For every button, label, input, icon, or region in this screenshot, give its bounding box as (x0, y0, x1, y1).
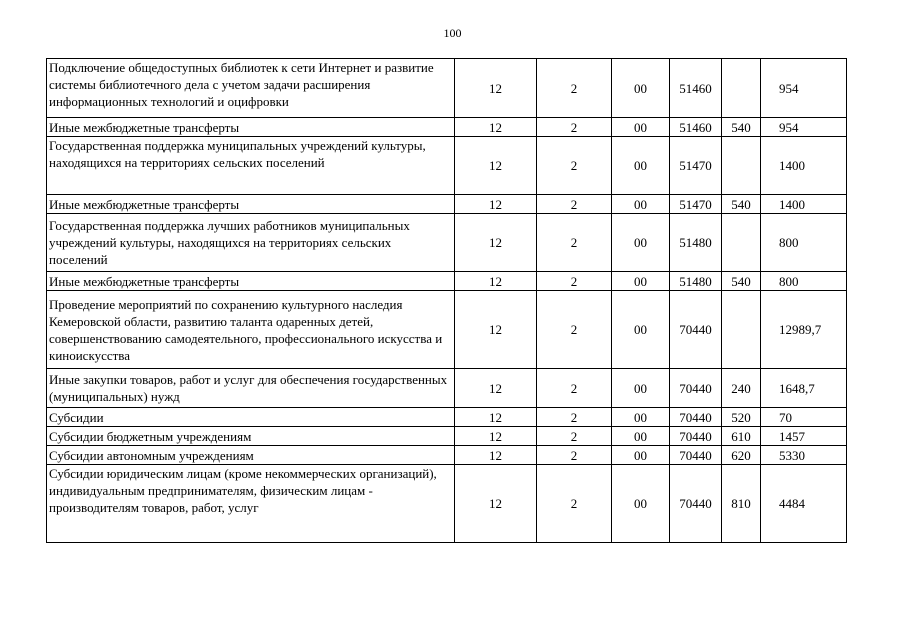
row-name: Государственная поддержка муниципальных учреждений культуры, находящихся на территориях сельских поселений (47, 137, 455, 195)
table-row (47, 195, 847, 214)
row-subsection: 2 (537, 291, 612, 369)
table-row (47, 214, 847, 272)
row-expense-type: 540 (722, 118, 761, 137)
row-section: 12 (455, 427, 537, 446)
table-row (47, 446, 847, 465)
row-target-article: 51460 (670, 118, 722, 137)
row-amount: 1648,7 (761, 369, 847, 408)
row-program: 00 (612, 291, 670, 369)
row-program: 00 (612, 427, 670, 446)
row-section: 12 (455, 195, 537, 214)
row-amount: 70 (761, 408, 847, 427)
row-subsection: 2 (537, 446, 612, 465)
table-row (47, 59, 847, 118)
row-expense-type (722, 137, 761, 195)
row-expense-type (722, 59, 761, 118)
row-name: Иные межбюджетные трансферты (47, 118, 455, 137)
row-name: Субсидии бюджетным учреждениям (47, 427, 455, 446)
table-row (47, 118, 847, 137)
row-section: 12 (455, 446, 537, 465)
row-subsection: 2 (537, 214, 612, 272)
row-target-article: 70440 (670, 291, 722, 369)
row-subsection: 2 (537, 408, 612, 427)
row-name: Подключение общедоступных библиотек к сети Интернет и развитие системы библиотечного дела с учетом задачи расширения информационных технологий и оцифровки (47, 59, 455, 118)
row-target-article: 70440 (670, 408, 722, 427)
row-program: 00 (612, 59, 670, 118)
row-expense-type: 610 (722, 427, 761, 446)
row-section: 12 (455, 272, 537, 291)
row-expense-type: 540 (722, 195, 761, 214)
row-target-article: 70440 (670, 427, 722, 446)
row-section: 12 (455, 291, 537, 369)
row-section: 12 (455, 369, 537, 408)
page-number: 100 (443, 26, 462, 40)
row-subsection: 2 (537, 272, 612, 291)
row-amount: 1457 (761, 427, 847, 446)
row-amount: 4484 (761, 465, 847, 543)
row-amount: 1400 (761, 195, 847, 214)
row-subsection: 2 (537, 118, 612, 137)
table-row (47, 369, 847, 408)
row-name: Проведение мероприятий по сохранению культурного наследия Кемеровской области, развитию таланта одаренных детей, совершенствованию самодеятельного, профессионального искусства и киноискусства (47, 291, 455, 369)
row-target-article: 51480 (670, 214, 722, 272)
row-program: 00 (612, 446, 670, 465)
row-amount: 800 (761, 214, 847, 272)
row-expense-type: 240 (722, 369, 761, 408)
row-amount: 800 (761, 272, 847, 291)
row-program: 00 (612, 137, 670, 195)
row-name: Иные закупки товаров, работ и услуг для обеспечения государственных (муниципальных) нужд (47, 369, 455, 408)
row-section: 12 (455, 59, 537, 118)
row-program: 00 (612, 118, 670, 137)
row-section: 12 (455, 137, 537, 195)
row-expense-type: 810 (722, 465, 761, 543)
row-expense-type: 540 (722, 272, 761, 291)
row-name: Субсидии автономным учреждениям (47, 446, 455, 465)
row-subsection: 2 (537, 137, 612, 195)
row-amount: 5330 (761, 446, 847, 465)
row-target-article: 51470 (670, 195, 722, 214)
row-expense-type: 620 (722, 446, 761, 465)
table-row (47, 137, 847, 195)
row-subsection: 2 (537, 465, 612, 543)
row-section: 12 (455, 214, 537, 272)
row-section: 12 (455, 118, 537, 137)
row-subsection: 2 (537, 369, 612, 408)
row-target-article: 51470 (670, 137, 722, 195)
row-subsection: 2 (537, 195, 612, 214)
row-amount: 954 (761, 59, 847, 118)
table-row (47, 291, 847, 369)
row-expense-type (722, 291, 761, 369)
row-amount: 954 (761, 118, 847, 137)
table-row (47, 408, 847, 427)
row-name: Иные межбюджетные трансферты (47, 272, 455, 291)
row-program: 00 (612, 465, 670, 543)
budget-table (46, 58, 847, 543)
row-program: 00 (612, 272, 670, 291)
row-expense-type (722, 214, 761, 272)
table-row (47, 465, 847, 543)
row-program: 00 (612, 369, 670, 408)
row-target-article: 70440 (670, 446, 722, 465)
row-subsection: 2 (537, 59, 612, 118)
row-name: Государственная поддержка лучших работников муниципальных учреждений культуры, находящихся на территориях сельских поселений (47, 214, 455, 272)
table-row (47, 272, 847, 291)
row-section: 12 (455, 408, 537, 427)
row-program: 00 (612, 214, 670, 272)
row-target-article: 51460 (670, 59, 722, 118)
row-expense-type: 520 (722, 408, 761, 427)
row-amount: 1400 (761, 137, 847, 195)
row-section: 12 (455, 465, 537, 543)
table-row (47, 427, 847, 446)
row-amount: 12989,7 (761, 291, 847, 369)
row-target-article: 70440 (670, 465, 722, 543)
row-target-article: 51480 (670, 272, 722, 291)
row-name: Субсидии (47, 408, 455, 427)
row-name: Иные межбюджетные трансферты (47, 195, 455, 214)
row-name: Субсидии юридическим лицам (кроме некоммерческих организаций), индивидуальным предпринимателям, физическим лицам - производителям товаров, работ, услуг (47, 465, 455, 543)
row-program: 00 (612, 408, 670, 427)
row-subsection: 2 (537, 427, 612, 446)
row-program: 00 (612, 195, 670, 214)
row-target-article: 70440 (670, 369, 722, 408)
